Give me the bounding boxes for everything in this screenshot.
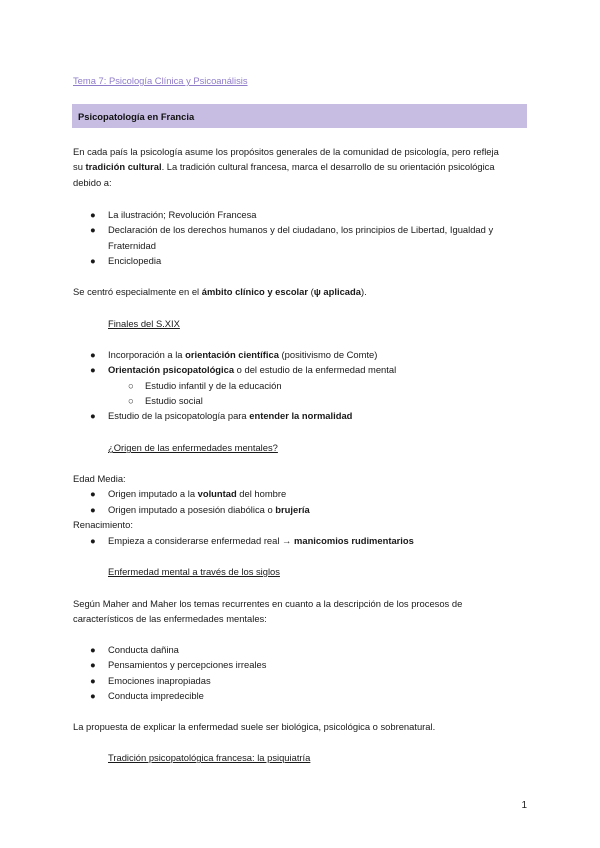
list-bold: manicomios rudimentarios (294, 535, 414, 546)
bullet-icon: ● (90, 675, 96, 686)
list-text: del hombre (236, 488, 287, 499)
list-bold: brujería (275, 504, 310, 515)
intro-text: su (73, 161, 86, 172)
proposal-line: La propuesta de explicar la enfermedad suele ser biológica, psicológica o sobrenatural. (73, 721, 436, 732)
sub-list-item: Estudio social (145, 395, 203, 406)
list-item: Pensamientos y percepciones irreales (108, 659, 267, 670)
focus-line (73, 286, 367, 297)
list-bold: orientación científica (185, 349, 279, 360)
bullet-icon: ● (90, 488, 96, 499)
list-item (108, 349, 377, 360)
subheading-psiquiatria: Tradición psicopatológica francesa: la psiquiatría (108, 752, 311, 763)
focus-text: ( (308, 286, 314, 297)
list-item (108, 410, 352, 421)
list-bold: Orientación psicopatológica (108, 364, 235, 375)
focus-text: Se centró especialmente en el (73, 286, 202, 297)
bullet-icon: ● (90, 644, 96, 655)
maher-line-1: Según Maher and Maher los temas recurrentes en cuanto a la descripción de los procesos de (73, 598, 463, 609)
list-item (108, 504, 310, 515)
page-number: 1 (521, 800, 527, 811)
list-item: Emociones inapropiadas (108, 675, 211, 686)
sub-list-item: Estudio infantil y de la educación (145, 380, 282, 391)
bullet-icon: ● (90, 659, 96, 670)
document-title-link[interactable]: Tema 7: Psicología Clínica y Psicoanálisis (73, 75, 248, 86)
bullet-icon: ● (90, 364, 96, 375)
label-edad-media: Edad Media: (73, 473, 126, 484)
intro-text: . La tradición cultural francesa, marca el desarrollo de su orientación psicológica (161, 161, 495, 172)
bullet-icon: ● (90, 504, 96, 515)
list-text: (positivismo de Comte) (278, 349, 378, 360)
list-item: Conducta impredecible (108, 690, 204, 701)
intro-line-1: En cada país la psicología asume los propósitos generales de la comunidad de psicología, pero refleja (73, 146, 499, 157)
label-renacimiento: Renacimiento: (73, 519, 133, 530)
list-item: La ilustración; Revolución Francesa (108, 209, 257, 220)
list-item: Enciclopedia (108, 255, 162, 266)
list-text: Origen imputado a la (108, 488, 198, 499)
intro-line-2 (73, 161, 495, 172)
list-bold: voluntad (197, 488, 237, 499)
bullet-icon: ● (90, 255, 96, 266)
list-item (108, 488, 286, 499)
list-text: Incorporación a la (108, 349, 186, 360)
list-text: Estudio de la psicopatología para (108, 410, 250, 421)
focus-bold: ámbito clínico y escolar (201, 286, 309, 297)
list-text: Empieza a considerarse enfermedad real → (108, 535, 295, 546)
subheading-origen: ¿Origen de las enfermedades mentales? (108, 442, 278, 453)
list-item: Conducta dañina (108, 644, 179, 655)
maher-line-2: característicos de las enfermedades mentales: (73, 613, 267, 624)
list-text: o del estudio de la enfermedad mental (234, 364, 397, 375)
subheading-siglos: Enfermedad mental a través de los siglos (108, 566, 280, 577)
bullet-icon: ● (90, 535, 96, 546)
bullet-icon: ● (90, 349, 96, 360)
list-item (108, 364, 396, 375)
list-item (108, 535, 414, 546)
intro-bold-tradicion: tradición cultural (85, 161, 162, 172)
intro-line-3: debido a: (73, 177, 112, 188)
focus-text: ). (360, 286, 367, 297)
subheading-finales-sxix: Finales del S.XIX (108, 318, 180, 329)
list-item: Declaración de los derechos humanos y del ciudadano, los principios de Libertad, Igualdad y (108, 224, 494, 235)
list-bold: entender la normalidad (249, 410, 353, 421)
focus-bold-psi: ψ aplicada (313, 286, 361, 297)
list-text: Origen imputado a posesión diabólica o (108, 504, 276, 515)
bullet-icon: ● (90, 410, 96, 421)
bullet-icon: ● (90, 690, 96, 701)
bullet-icon: ● (90, 209, 96, 220)
list-item-continuation: Fraternidad (108, 240, 156, 251)
sub-bullet-icon: ○ (128, 380, 134, 391)
section-banner-title: Psicopatología en Francia (78, 111, 195, 122)
bullet-icon: ● (90, 224, 96, 235)
sub-bullet-icon: ○ (128, 395, 134, 406)
